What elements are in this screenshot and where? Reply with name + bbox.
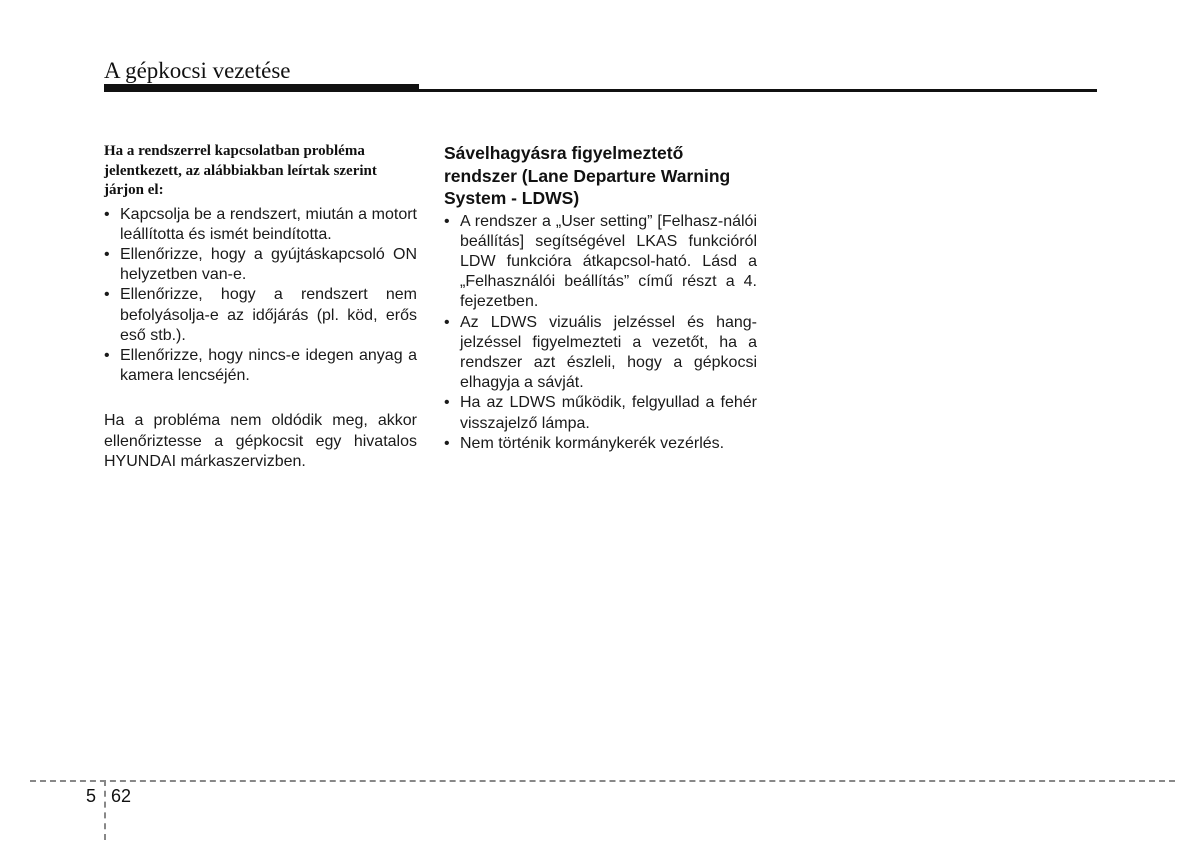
troubleshooting-list <box>104 205 417 387</box>
left-column <box>104 142 417 472</box>
ldws-list <box>444 212 757 454</box>
middle-column <box>444 142 757 454</box>
list-item: • Ha az LDWS működik, felgyullad a fehér visszajelző lámpa. <box>444 393 757 433</box>
troubleshooting-heading: Ha a rendszerrel kapcsolatban probléma jelentkezett, az alábbiakban leírtak szerint járjon el: <box>104 143 377 198</box>
list-item: • Nem történik kormánykerék vezérlés. <box>444 434 757 454</box>
service-paragraph: Ha a probléma nem oldódik meg, akkor ellenőriztesse a gépkocsit egy hivatalos HYUNDAI márkaszervizben. <box>104 412 417 470</box>
list-item: • Kapcsolja be a rendszert, miután a motort leállította és ismét beindította. <box>104 205 417 245</box>
ldws-section-heading: Sávelhagyásra figyelmeztető rendszer (Lane Departure Warning System - LDWS) <box>444 143 731 208</box>
list-item: • Az LDWS vizuális jelzéssel és hang-jelzéssel figyelmezteti a vezetőt, ha a rendszer azt észleli, hogy a gépkocsi elhagyja a sávját. <box>444 313 757 394</box>
footer-vertical-divider <box>104 780 106 840</box>
page-header-title: A gépkocsi vezetése <box>104 58 291 83</box>
page-number: 62 <box>111 786 132 806</box>
list-item: • Ellenőrizze, hogy a rendszert nem befolyásolja-e az időjárás (pl. köd, erős eső stb.). <box>104 285 417 346</box>
list-item: • A rendszer a „User setting” [Felhasz-nálói beállítás] segítségével LKAS funkcióról LDW funkcióra átkapcsol-ható. Lásd a „Felhasználói beállítás” című részt a 4. fejezetben. <box>444 212 757 313</box>
list-item: • Ellenőrizze, hogy a gyújtáskapcsoló ON helyzetben van-e. <box>104 245 417 285</box>
header-rule-thick <box>104 84 419 92</box>
header-rule-thin <box>419 89 1097 92</box>
list-item: • Ellenőrizze, hogy nincs-e idegen anyag a kamera lencséjén. <box>104 346 417 386</box>
footer-divider <box>30 780 1175 782</box>
chapter-number: 5 <box>86 786 97 806</box>
